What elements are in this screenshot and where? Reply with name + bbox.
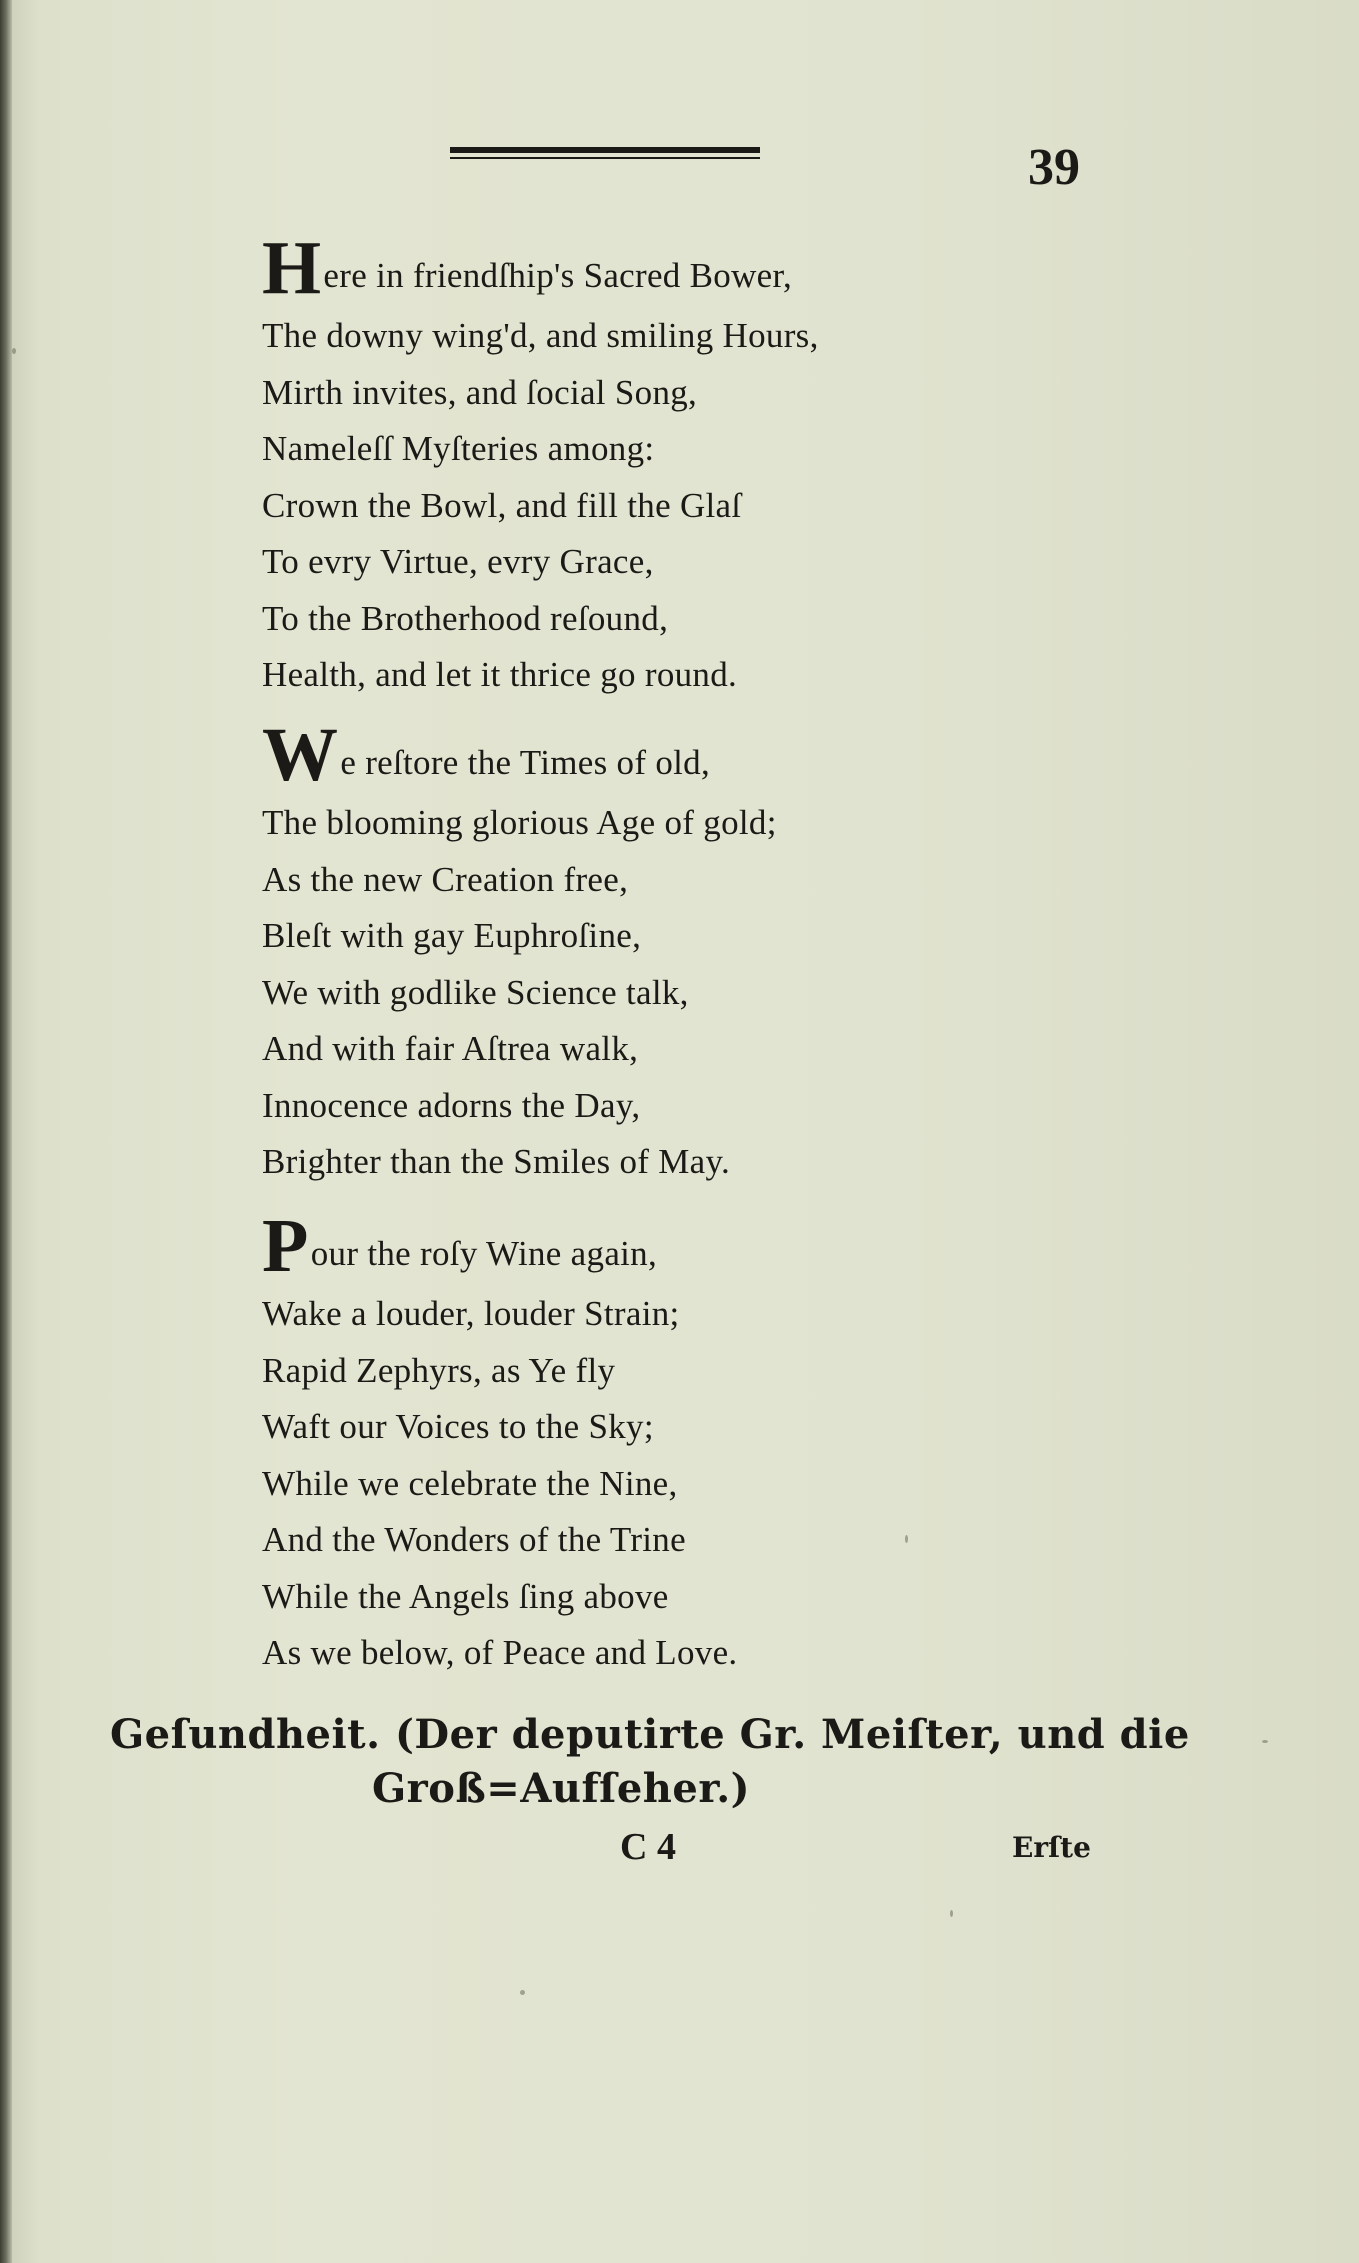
- page-number: 39: [1028, 139, 1080, 196]
- verse-line: Waft our Voices to the Sky;: [262, 1407, 654, 1446]
- verse-line: Bleſt with gay Euphroſine,: [262, 916, 642, 955]
- verse-line: Innocence adorns the Day,: [262, 1085, 641, 1125]
- catchword: Erſte: [1012, 1831, 1091, 1864]
- verse-line: As the new Creation free,: [262, 859, 629, 899]
- verse-line: As we below, of Peace and Love.: [262, 1633, 738, 1672]
- verse-line: Nameleſſ Myſteries among:: [262, 429, 655, 468]
- verse-line: [262, 713, 1022, 797]
- verse-text: our the roſy Wine again,: [310, 1234, 658, 1273]
- header-rule-thin: [450, 157, 760, 159]
- paper-speck: [1262, 1740, 1268, 1743]
- verse-line: And with fair Aſtrea walk,: [262, 1029, 639, 1068]
- drop-capital: H: [262, 226, 322, 310]
- binding-edge: [0, 0, 12, 2263]
- verse-line: To the Brotherhood reſound,: [262, 598, 669, 638]
- verse-line: Rapid Zephyrs, as Ye fly: [262, 1350, 616, 1390]
- verse-line: Wake a louder, louder Strain;: [262, 1294, 680, 1333]
- paper-speck: [12, 348, 16, 354]
- verse-line: The downy wing'd, and smiling Hours,: [262, 316, 819, 355]
- verse-line: And the Wonders of the Trine: [262, 1520, 686, 1559]
- stanza-1: [262, 226, 1022, 704]
- verse-text: e reſtore the Times of old,: [340, 743, 711, 782]
- paper-speck: [520, 1990, 525, 1995]
- verse-line: While we celebrate the Nine,: [262, 1463, 678, 1503]
- verse-line: We with godlike Science talk,: [262, 972, 689, 1012]
- verse-line: Health, and let it thrice go round.: [262, 655, 738, 694]
- verse-line: Crown the Bowl, and fill the Glaſ: [262, 485, 742, 525]
- header-rule-thick: [450, 147, 760, 153]
- verse-line: Brighter than the Smiles of May.: [262, 1142, 731, 1181]
- verse-text: ere in friendſhip's Sacred Bower,: [323, 256, 793, 295]
- paper-speck: [950, 1910, 953, 1917]
- verse-line: Mirth invites, and ſocial Song,: [262, 372, 698, 412]
- fraktur-toast-line-2: Groß=Aufſeher.): [372, 1765, 751, 1812]
- verse-line: While the Angels ſing above: [262, 1576, 669, 1616]
- stanza-2: [262, 713, 1022, 1191]
- stanza-3: [262, 1204, 1022, 1682]
- header-rule: [450, 147, 760, 161]
- verse-line: The blooming glorious Age of gold;: [262, 803, 777, 842]
- drop-capital: P: [262, 1204, 309, 1288]
- drop-capital: W: [262, 713, 339, 797]
- verse-line: [262, 226, 1022, 310]
- fraktur-toast-line-1: Geſundheit. (Der deputirte Gr. Meiſter, und die: [110, 1711, 1190, 1758]
- verse-line: To evry Virtue, evry Grace,: [262, 542, 654, 581]
- verse-line: [262, 1204, 1022, 1288]
- paper-speck: [905, 1535, 908, 1543]
- signature-mark: C 4: [620, 1826, 676, 1868]
